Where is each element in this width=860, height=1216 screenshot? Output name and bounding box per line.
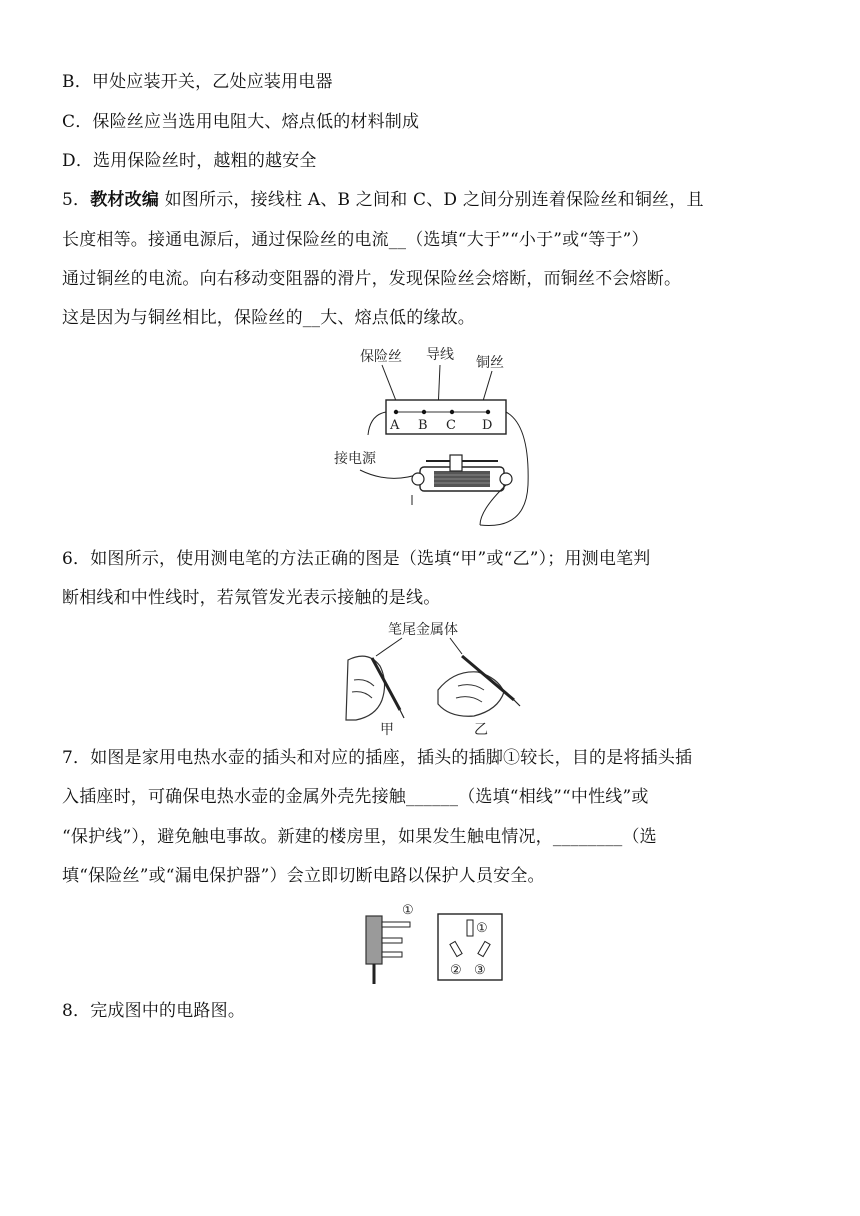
q8-line-1: 8．完成图中的电路图。 xyxy=(62,1001,246,1021)
plug-icon xyxy=(366,916,410,984)
q7-line-3: “保护线”），避免触电事故。新建的楼房里，如果发生触电情况，________（选 xyxy=(62,827,657,847)
socket-hole-3-label: ③ xyxy=(474,963,486,978)
label-power: 接电源 xyxy=(334,451,376,467)
q5-circuit-figure xyxy=(330,345,550,535)
socket-hole-1-label: ① xyxy=(476,921,488,936)
q7-line-4: 填“保险丝”或“漏电保护器”）会立即切断电路以保护人员安全。 xyxy=(62,866,545,886)
rheostat-icon xyxy=(412,455,512,505)
q5-line-3: 通过铜丝的电流。向右移动变阻器的滑片，发现保险丝会熔断，而铜丝不会熔断。 xyxy=(62,269,682,289)
q6-test-pen-figure xyxy=(338,620,528,738)
option-c: C．保险丝应当选用电阻大、熔点低的材料制成 xyxy=(62,112,420,132)
option-d: D．选用保险丝时，越粗的越安全 xyxy=(62,151,317,171)
q7-line-1: 7．如图是家用电热水壶的插头和对应的插座，插头的插脚①较长，目的是将插头插 xyxy=(62,748,693,768)
socket-hole-2-label: ② xyxy=(450,963,462,978)
terminal-d: D xyxy=(482,418,493,433)
hand-jia-icon xyxy=(346,656,404,720)
label-tail-metal: 笔尾金属体 xyxy=(388,622,458,638)
q5-tag: 教材改编 xyxy=(90,190,160,210)
q5-line-1 xyxy=(62,188,704,212)
q5-number: 5． xyxy=(62,190,91,210)
plug-pin-1-label: ① xyxy=(402,903,414,918)
socket-icon xyxy=(438,914,502,980)
terminal-b: B xyxy=(418,418,428,433)
q6-line-1: 6．如图所示，使用测电笔的方法正确的图是（选填“甲”或“乙”）；用测电笔判 xyxy=(62,549,651,569)
q5-line-2: 长度相等。接通电源后，通过保险丝的电流__（选填“大于”“小于”或“等于”） xyxy=(62,230,649,250)
q5-line-1-text: 如图所示，接线柱 A、B 之间和 C、D 之间分别连着保险丝和铜丝，且 xyxy=(159,190,704,210)
hand-yi-icon xyxy=(438,656,520,716)
label-fuse: 保险丝 xyxy=(360,349,402,365)
label-jia: 甲 xyxy=(380,722,394,738)
option-b: B．甲处应装开关，乙处应装用电器 xyxy=(62,72,333,92)
q7-line-2: 入插座时，可确保电热水壶的金属外壳先接触______（选填“相线”“中性线”或 xyxy=(62,787,649,807)
terminal-c: C xyxy=(446,418,456,433)
label-copper: 铜丝 xyxy=(476,355,504,371)
label-wire: 导线 xyxy=(426,347,454,363)
q7-plug-socket-figure xyxy=(360,900,510,990)
terminal-a: A xyxy=(390,418,400,433)
q6-line-2: 断相线和中性线时，若氖管发光表示接触的是线。 xyxy=(62,588,441,608)
label-yi: 乙 xyxy=(474,722,488,738)
q5-line-4: 这是因为与铜丝相比，保险丝的__大、熔点低的缘故。 xyxy=(62,308,475,328)
